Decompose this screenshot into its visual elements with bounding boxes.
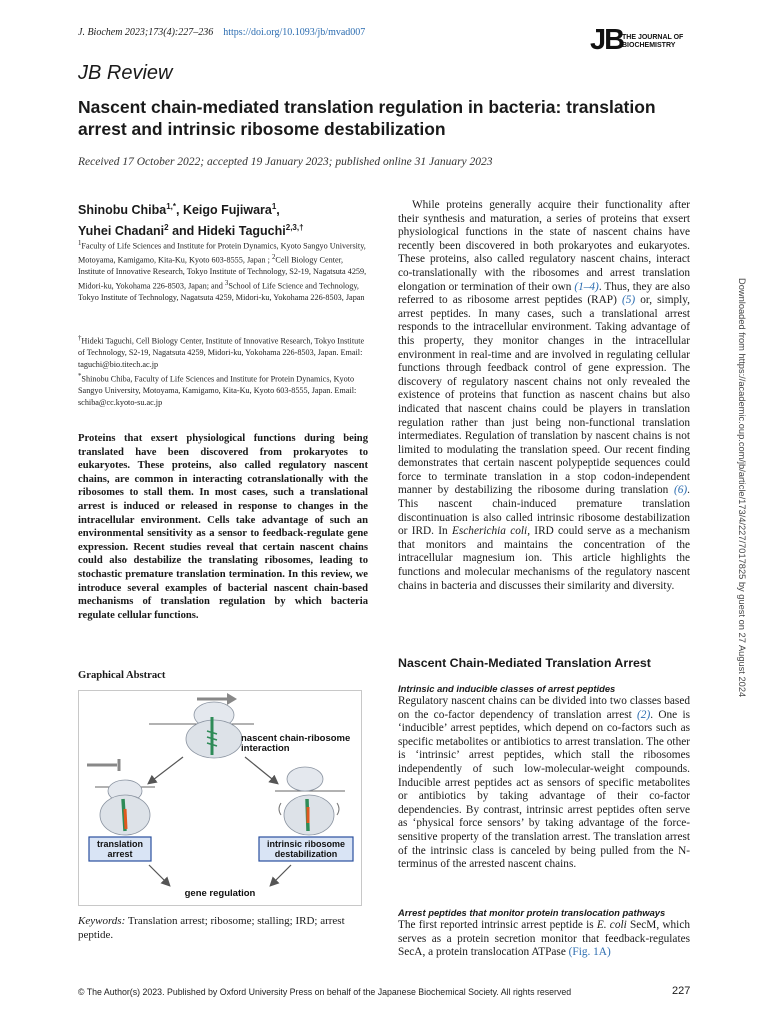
author-separator: , <box>276 203 280 218</box>
ird-ribosome <box>275 767 345 835</box>
gene-regulation-label: gene regulation <box>184 888 256 899</box>
body-text: While proteins generally acquire their functionality after their synthesis and maturation, a series of proteins that exsert physiological functions in the state of nascent chains have recently been discovered in both prokaryotes and eukaryotes. These proteins, also called regulatory nascent chains, interact co-translationally with the ribosomes and arrest translation elongation or termination of their own <box>398 199 690 293</box>
corresponding-author-2 <box>78 371 368 408</box>
author-list <box>78 198 378 240</box>
subsection-heading: Intrinsic and inducible classes of arrest peptides <box>398 683 616 694</box>
download-note-text: Downloaded from https://academic.oup.com/jb/article/173/4/227/7017825 by guest on 27 August 2024 <box>737 278 747 698</box>
corr-mark: * <box>78 373 82 380</box>
journal-logo-name <box>622 34 683 50</box>
affiliation-text: School of Life Science and Technology, Tokyo Institute of Technology, Nagatsuta 4259, Midori-ku, Yokohama 226-8503, Japan <box>78 281 365 302</box>
species-name: Escherichia coli <box>451 525 528 538</box>
journal-citation <box>78 27 365 38</box>
reference-link[interactable]: (5) <box>621 294 636 307</box>
ird-label-line2: destabilization <box>274 849 338 859</box>
corr-mark: † <box>78 335 82 342</box>
journal-name-line2: BIOCHEMISTRY <box>622 42 676 49</box>
author-name: Keigo Fujiwara <box>182 203 272 218</box>
author-separator: , <box>175 203 183 218</box>
graphical-abstract-figure <box>79 691 361 905</box>
abstract: Proteins that exsert physiological functions during being translated have been discovered from prokaryotes to eukaryotes. These proteins, also called regulatory nascent chains, are common in interacting cotranslationally with the ribosomes to stall them. In most cases, such a translational arrest is induced or released in response to changes in the intracellular environment. Cells take advantage of such an environmental sensitivity as a sensor to feedback-regulate gene expression. Recent studies reveal that certain nascent chains could also destabilize the translating ribosomes, leading to stochastic premature translation termination. In this review, we introduce several examples of bacterial nascent chain-based mechanisms of translation regulation by which bacteria regulate cellular functions. <box>78 433 368 621</box>
ird-label-line1: intrinsic ribosome <box>266 839 346 849</box>
section-heading: Nascent Chain-Mediated Translation Arrest <box>398 656 651 670</box>
author-affil-mark: 1 <box>271 202 277 211</box>
species-name: E. coli <box>596 919 627 931</box>
author-separator: and <box>168 224 198 239</box>
arrest-label-line2: arrest <box>107 849 133 859</box>
corr-text: Hideki Taguchi, Cell Biology Center, Institute of Innovative Research, Tokyo Institute of Technology, S2-19, Nagatsuta 4259, Midori-ku, Yokohama 226-8503, Japan. Email: taguchi@bio.titech.ac.jp <box>78 336 365 369</box>
keywords-label: Keywords: <box>78 915 126 927</box>
download-note <box>733 278 749 778</box>
body-text: . This nascent chain-induced premature translation discontinuation is also called intrinsic ribosome destabilization or IRD. In <box>398 484 690 538</box>
affil-mark: 3 <box>224 279 229 287</box>
subsection-heading: Arrest peptides that monitor protein translocation pathways <box>398 907 666 918</box>
body-text: Regulatory nascent chains can be divided into two classes based on the co-factor dependency of translation arrest <box>398 695 690 721</box>
author-affil-mark: 2,3,† <box>285 223 304 233</box>
secm-paragraph <box>398 919 690 960</box>
page-number: 227 <box>672 985 691 997</box>
body-text: The first reported intrinsic arrest peptide is <box>398 919 597 931</box>
author-name: Yuhei Chadani <box>78 224 165 239</box>
body-text: or, simply, arrest peptides. In many cases, such a translational arrest responds to the intracellular environment. Taking advantage of this property, they monitor changes in the intracellular environment in real-time and are involved in regulating cellular functions through feedback control of gene expression. The discovery of regulatory nascent chains not only revealed the existence of proteins that function as nascent chains but also indicated that nascent chains could be players in translation regulation rather than just being non-functional translation intermediates. Regulation of translation by nascent chains is not limited to modulating the translation speed. Our recent finding demonstrates that certain nascent polypeptide sequences could force to terminate translation in a stop codon-independent manner by destabilizing the ribosome during translation <box>398 294 691 497</box>
arrow-to-arrest <box>149 757 183 783</box>
top-ribosome <box>149 702 254 758</box>
interaction-label-line1: nascent chain-ribosome <box>241 733 351 744</box>
reference-link[interactable]: (6) <box>673 484 688 497</box>
affiliations <box>78 238 368 303</box>
affil-mark: 1 <box>78 240 82 247</box>
doi-link[interactable]: https://doi.org/10.1093/jb/mvad007 <box>223 27 366 38</box>
affiliation-text: Faculty of Life Sciences and Institute for Protein Dynamics, Kyoto Sangyo University, Motoyama, Kamigamo, Kita-Ku, Kyoto 603-8555, Japan ; <box>78 241 366 265</box>
arrow-to-ird <box>245 757 277 783</box>
corr-text: Shinobu Chiba, Faculty of Life Sciences and Institute for Protein Dynamics, Kyoto Sangyo University, Motoyama, Kamigamo, Kita-Ku, Kyoto 603-8555, Japan. Email: schiba@cc.kyoto-su.ac.jp <box>78 374 357 407</box>
keywords-text: Translation arrest; ribosome; stalling; IRD; arrest peptide. <box>78 915 345 941</box>
arrest-label-line1: translation <box>96 839 144 849</box>
section-label: JB Review <box>78 62 173 84</box>
article-title: Nascent chain-mediated translation regulation in bacteria: translation arrest and intrinsic ribosome destabilization <box>78 97 656 139</box>
author-affil-mark: 2 <box>164 223 169 233</box>
classes-paragraph <box>398 695 690 872</box>
keywords <box>78 914 368 942</box>
publication-dates: Received 17 October 2022; accepted 19 January 2023; published online 31 January 2023 <box>78 156 493 168</box>
journal-logo-mark: JB <box>590 24 624 56</box>
body-text: SecM, which serves as a protein secretion monitor that feedback-regulates SecA, a protein translocation ATPase <box>398 919 690 959</box>
journal-name-line1: THE JOURNAL OF <box>622 34 684 41</box>
reference-link[interactable]: (2) <box>637 708 651 721</box>
author-name: Shinobu Chiba <box>78 203 167 218</box>
body-text: , IRD could serve as a mechanism that monitors and maintains the concentration of the intracellular magnesium ion. This article highlights the functions and molecular mechanisms of the regulatory nascent chains in bacteria and discusses their similarity and diversity. <box>398 525 691 592</box>
arrow-arrest-to-gene <box>149 865 169 885</box>
body-text: . One is ‘inducible’ arrest peptides, which depend on co-factors such as specific metabolites or antibiotics to arrest translation. The other is ‘intrinsic’ arrest peptides, which stall the ribosomes independently of such low-molecular-weight compounds. Inducible arrest peptides act as sensors of specific metabolites or antibiotics by taking advantage of their co-factor dependencies. By contrast, intrinsic arrest peptides often serve as ‘physical force sensors’ by taking advantage of the force-sensitive property of the translation arrest. The translation arrest of the intrinsic class is canceled by being pulled from the N-terminus of the arrested nascent chains. <box>398 708 690 871</box>
arrow-ird-to-gene <box>271 865 291 885</box>
graphical-abstract <box>78 690 362 906</box>
graphical-abstract-title: Graphical Abstract <box>78 670 166 681</box>
affiliation-text: Cell Biology Center, Institute of Innovative Research, Tokyo Institute of Technology, S2-19, Nagatsuta 4259, Midori-ku, Yokohama 226-8503, Japan; and <box>78 255 367 291</box>
body-text: . Thus, they are also referred to as ribosome arrest peptides (RAP) <box>398 280 691 307</box>
interaction-label-line2: interaction <box>241 743 290 754</box>
reference-link[interactable]: (1–4) <box>574 280 599 293</box>
arrest-ribosome <box>87 759 155 835</box>
author-affil-mark: 1,* <box>166 202 176 211</box>
journal-logo <box>590 26 710 54</box>
corresponding-author-1 <box>78 333 368 370</box>
intro-paragraph <box>398 199 690 593</box>
author-name: Hideki Taguchi <box>197 224 286 239</box>
figure-link[interactable]: (Fig. 1A) <box>568 946 611 959</box>
affil-mark: 2 <box>271 254 276 262</box>
citation-text: J. Biochem 2023;173(4):227–236 <box>78 27 214 38</box>
copyright-footer: © The Author(s) 2023. Published by Oxford University Press on behalf of the Japanese Biochemical Society. All rights reserved <box>78 987 572 997</box>
